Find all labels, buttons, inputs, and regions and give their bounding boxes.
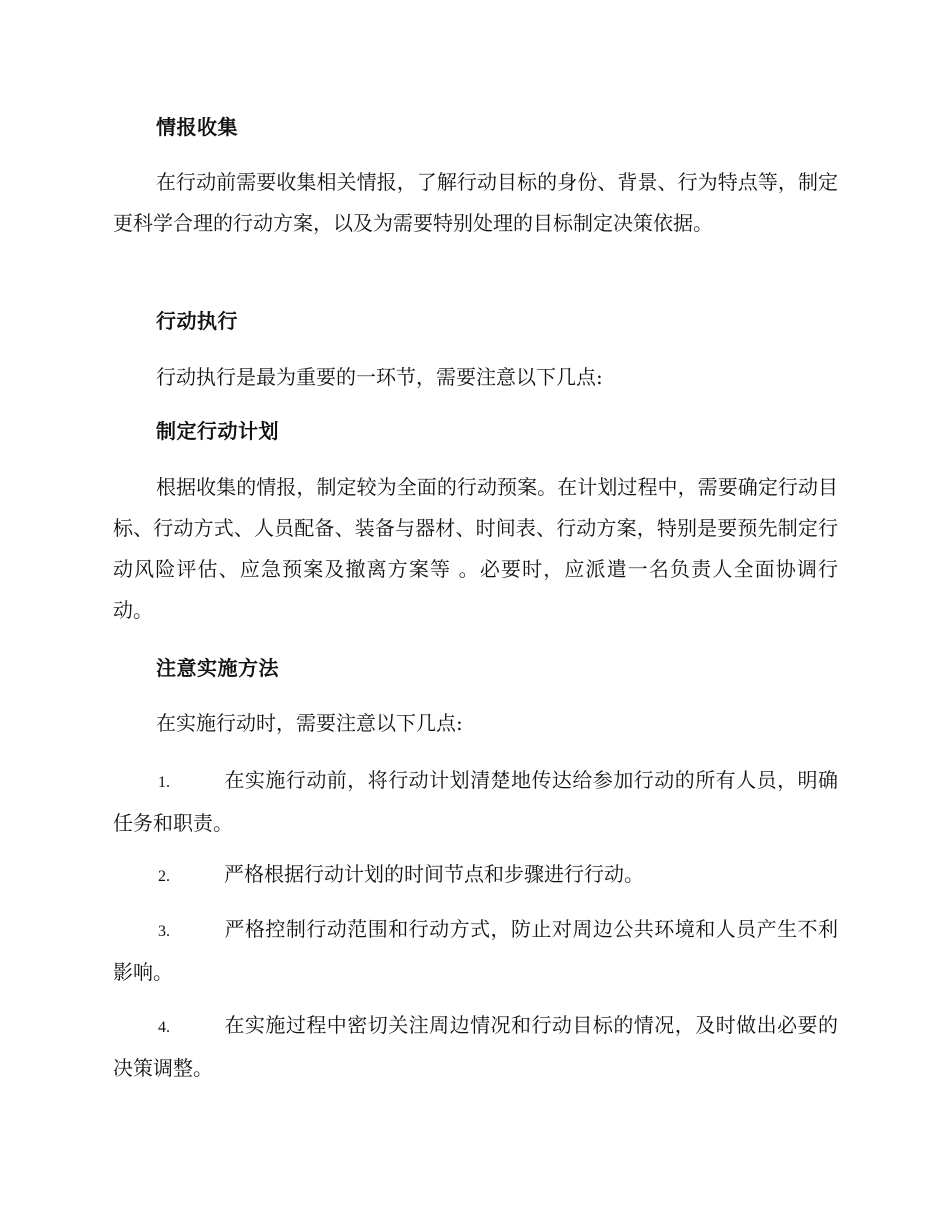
list-item-number: 4. xyxy=(158,1019,170,1036)
list-item-text: 在实施过程中密切关注周边情况和行动目标的情况，及时做出必要的决策调整。 xyxy=(113,1013,838,1080)
section-heading-plan: 制定行动计划 xyxy=(156,419,279,443)
paragraph-execution: 行动执行是最为重要的一环节，需要注意以下几点: xyxy=(156,365,603,389)
section-heading-methods: 注意实施方法 xyxy=(156,656,279,680)
list-item-text: 在实施行动前，将行动计划清楚地传达给参加行动的所有人员，明确任务和职责。 xyxy=(113,768,838,835)
list-item-number: 3. xyxy=(158,923,170,940)
list-item xyxy=(113,909,838,993)
list-item xyxy=(113,760,838,844)
paragraph-plan: 根据收集的情报，制定较为全面的行动预案。在计划过程中，需要确定行动目标、行动方式、人员配备、装备与器材、时间表、行动方案，特别是要预先制定行动风险评估、应急预案及撤离方案等 。必要时，应派遣一名负责人全面协调行动。 xyxy=(113,475,838,622)
list-item-number: 1. xyxy=(158,774,170,791)
list-item xyxy=(113,854,838,897)
section-heading-execution: 行动执行 xyxy=(156,309,238,333)
list-item-text: 严格控制行动范围和行动方式，防止对周边公共环境和人员产生不利影响。 xyxy=(113,917,838,984)
paragraph-methods: 在实施行动时，需要注意以下几点: xyxy=(156,711,463,735)
section-heading-intelligence: 情报收集 xyxy=(156,115,238,139)
list-item xyxy=(113,1005,838,1089)
paragraph-intelligence: 在行动前需要收集相关情报，了解行动目标的身份、背景、行为特点等，制定更科学合理的行动方案，以及为需要特别处理的目标制定决策依据。 xyxy=(113,170,838,235)
list-item-text: 严格根据行动计划的时间节点和步骤进行行动。 xyxy=(224,862,644,886)
list-item-number: 2. xyxy=(158,868,170,885)
